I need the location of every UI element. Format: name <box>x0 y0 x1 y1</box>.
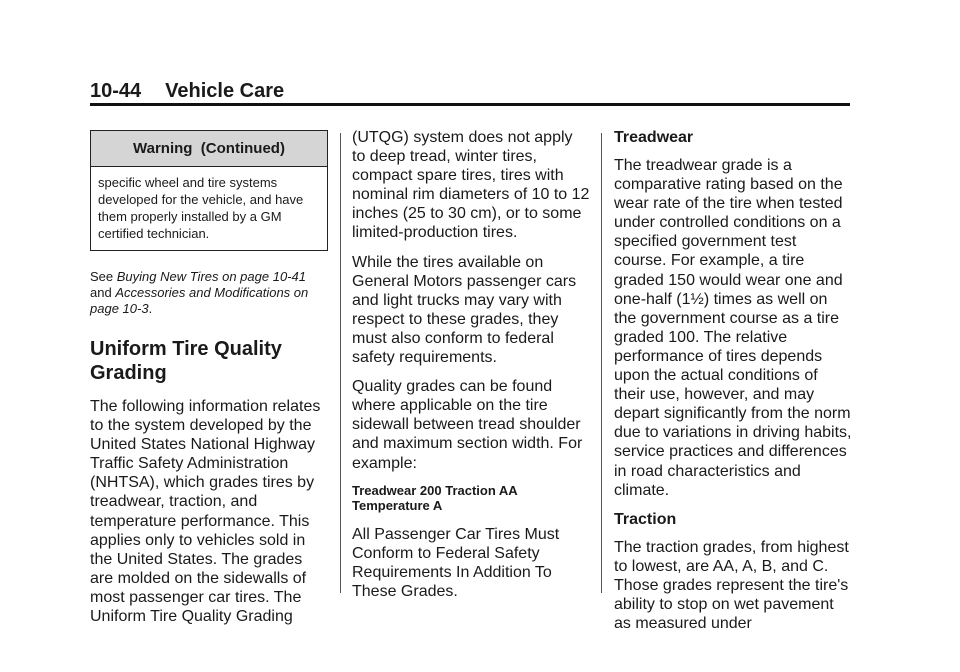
section-title: Vehicle Care <box>165 80 285 102</box>
warning-heading: Warning (Continued) <box>91 131 327 167</box>
warning-box <box>90 130 328 251</box>
column-3 <box>614 128 852 643</box>
see-mid: and <box>90 285 116 300</box>
page-header <box>90 80 284 103</box>
treadwear-heading: Treadwear <box>614 129 694 146</box>
gm-conformance-paragraph: While the tires available on General Motors passenger cars and light trucks may vary with respect to these grades, they must also conform to federal safety requirements. <box>352 253 577 367</box>
column-divider <box>601 133 602 593</box>
page-number: 10-44 <box>90 80 142 102</box>
warning-body: specific wheel and tire systems developed for the vehicle, and have them properly installed by a GM certified technician. <box>98 175 304 241</box>
see-lead: See <box>90 269 117 284</box>
column-divider <box>340 133 341 593</box>
traction-heading: Traction <box>614 510 677 528</box>
column-2 <box>352 128 590 611</box>
link-accessories[interactable]: Accessories and Modifications on page 10-3 <box>90 285 309 316</box>
link-buying-new-tires[interactable]: Buying New Tires on page 10-41 <box>116 269 306 284</box>
grade-location-paragraph: Quality grades can be found where applicable on the tire sidewall between tread shoulder and maximum section width. For example: <box>352 378 583 472</box>
column-1 <box>90 130 328 636</box>
treadwear-paragraph: The treadwear grade is a comparative rating based on the wear rate of the tire when tested under controlled conditions on a specified government test course. For example, a tire graded 150 would wear one and one-half (1½) times as well on the government course as a tire graded 100. The relative performance of tires depends upon the actual conditions of their use, however, and may depart significantly from the norm due to variations in driving habits, service practices and differences in road characteristics and climate. <box>614 157 852 499</box>
see-tail: . <box>148 301 153 316</box>
header-rule <box>90 103 850 106</box>
see-reference <box>90 269 328 317</box>
section-heading-utqg: Uniform Tire Quality Grading <box>90 338 282 384</box>
utqg-exclusions-paragraph: (UTQG) system does not apply to deep tread, winter tires, compact spare tires, tires with nominal rim diameters of 10 to 12 inches (25 to 30 cm), or to some limited-production tires. <box>352 129 590 242</box>
federal-requirements-paragraph: All Passenger Car Tires Must Conform to Federal Safety Requirements In Addition To These Grades. <box>352 525 560 600</box>
utqg-intro-paragraph: The following information relates to the system developed by the United States National Highway Traffic Safety Administration (NHTSA), which grades tires by treadwear, traction, and temperature performance. This applies only to vehicles sold in the United States. The grades are molded on the sidewalls of most passenger car tires. The Uniform Tire Quality Grading <box>90 398 321 626</box>
grade-example: Treadwear 200 Traction AA Temperature A <box>352 482 518 513</box>
traction-paragraph: The traction grades, from highest to lowest, are AA, A, B, and C. Those grades represent the tire's ability to stop on wet pavement as measured under <box>614 538 849 633</box>
